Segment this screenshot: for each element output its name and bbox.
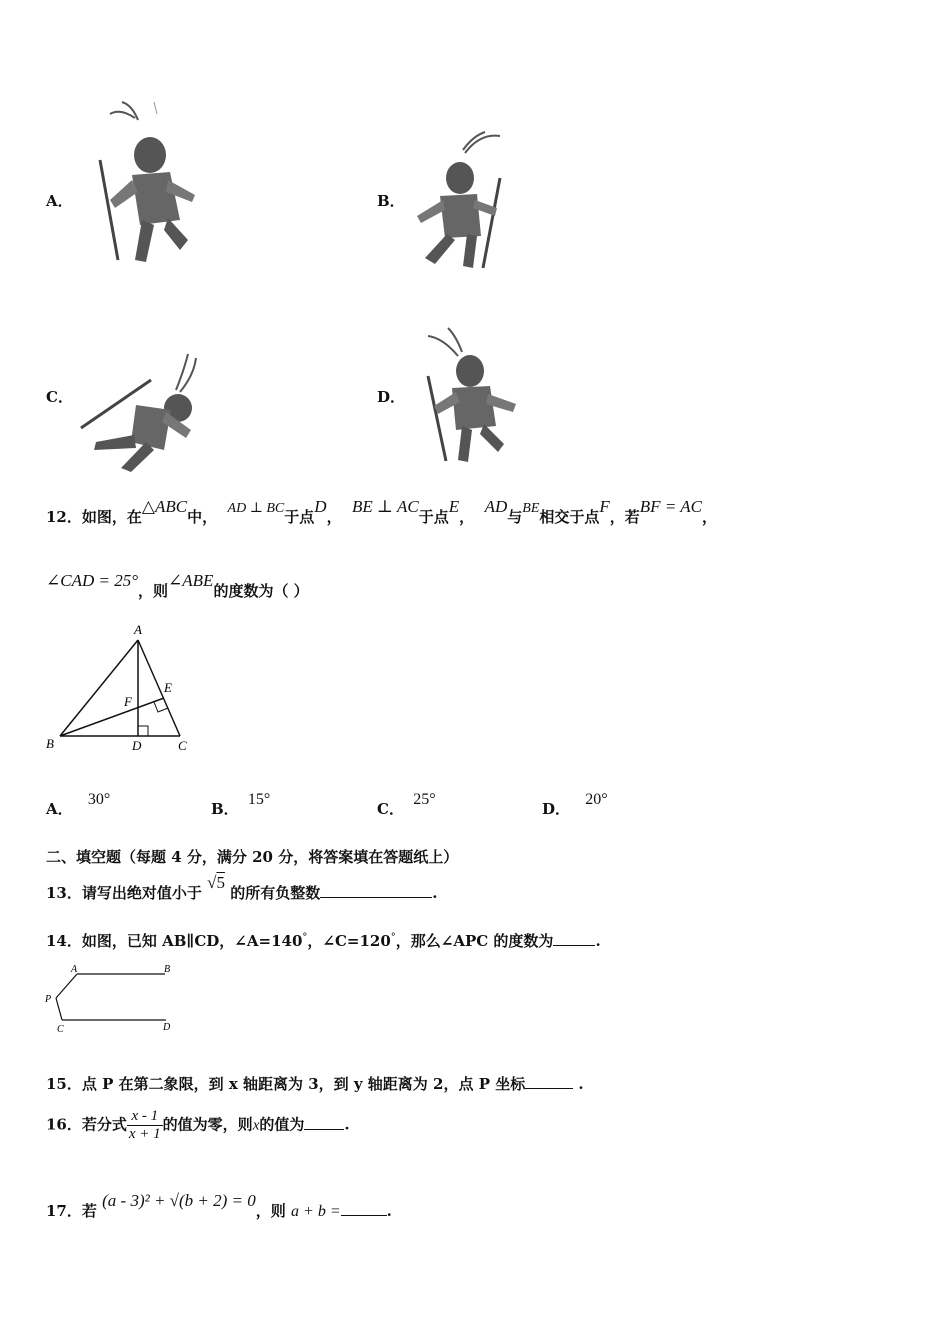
- q12-option-label: A．: [46, 800, 73, 818]
- q12-point-f: F: [599, 497, 610, 516]
- q12-option-b: [211, 791, 271, 819]
- question-12-line-1: [46, 497, 717, 527]
- q14-number: 14．: [46, 932, 82, 950]
- q12-point-d: D: [314, 497, 327, 516]
- q12-option-c: [377, 791, 436, 819]
- question-17: [46, 1191, 392, 1221]
- q16-fraction: [127, 1108, 163, 1143]
- q12-text: ，: [701, 508, 717, 526]
- q14-text: ，∠C=120: [307, 932, 391, 950]
- q12-ad: AD: [484, 497, 508, 516]
- q17-text: 若: [81, 1202, 97, 1220]
- question-13: [46, 873, 438, 903]
- q15-text: 点 P 在第二象限，到 x 轴距离为 3，到 y 轴距离为 2，点 P 坐标: [81, 1075, 526, 1093]
- q16-denominator: x + 1: [128, 1126, 161, 1142]
- q12-text: 与: [507, 508, 523, 526]
- parallel-lines-figure: [40, 960, 180, 1036]
- q12-angle-cad: ∠CAD = 25°: [46, 571, 139, 590]
- triangle-abc-figure: [40, 620, 200, 760]
- q12-option-label: B．: [211, 800, 239, 818]
- q14-degree: °: [390, 932, 396, 943]
- q16-numerator: x - 1: [127, 1108, 163, 1126]
- q17-text: ，则: [255, 1202, 286, 1220]
- question-12-line-2: [46, 571, 309, 601]
- q12-option-value: 15°: [247, 791, 271, 808]
- option-c-label: C．: [46, 388, 73, 406]
- q12-text: ，则: [138, 582, 169, 600]
- q17-number: 17．: [46, 1202, 82, 1220]
- q12-angle-abe: ∠ABE: [168, 571, 214, 590]
- option-d-label: D．: [377, 388, 406, 406]
- q15-answer-blank[interactable]: [525, 1074, 573, 1089]
- question-15: [46, 1073, 584, 1094]
- q12-option-a: [46, 791, 111, 819]
- monkey-king-figure-c: [76, 350, 201, 475]
- monkey-king-figure-d: [418, 326, 523, 466]
- question-16: [46, 1108, 350, 1143]
- q12-text: ，若: [609, 508, 640, 526]
- q12-text: 相交于点: [539, 508, 600, 526]
- q12-text: 于点: [284, 508, 315, 526]
- q17-expression: a + b =: [291, 1203, 341, 1220]
- q12-point-e: E: [448, 497, 460, 516]
- q16-text: 的值为零，则: [162, 1115, 253, 1134]
- q15-number: 15．: [46, 1075, 82, 1093]
- q13-radicand: 5: [216, 873, 225, 892]
- q12-text: 的度数为（ ）: [213, 582, 309, 600]
- q16-text: 若分式: [81, 1115, 127, 1134]
- q12-ad-perp-bc: AD ⊥ BC: [227, 501, 285, 516]
- q13-sqrt: √5: [207, 873, 225, 892]
- q12-option-value: 20°: [585, 791, 608, 808]
- q13-end: .: [432, 884, 438, 902]
- fig12-label-e: E: [164, 680, 172, 695]
- question-14: [46, 930, 601, 951]
- monkey-king-figure-b: [405, 128, 515, 273]
- q12-text: 如图，在: [81, 508, 142, 526]
- monkey-king-figure-a: [80, 100, 205, 270]
- q12-option-d: [542, 791, 608, 819]
- q13-number: 13．: [46, 884, 82, 902]
- q13-text: 请写出绝对值小于: [81, 884, 202, 902]
- q12-option-value: 25°: [413, 791, 436, 808]
- fig14-label-d: D: [163, 1022, 171, 1033]
- q12-text: ，: [459, 508, 475, 526]
- fig12-label-d: D: [132, 738, 142, 753]
- q14-end: .: [595, 932, 601, 950]
- q12-be-perp-ac: BE ⊥ AC: [352, 497, 419, 516]
- fig14-label-b: B: [164, 964, 171, 975]
- fig14-label-c: C: [57, 1024, 64, 1035]
- q14-text: ，那么∠APC 的度数为: [395, 932, 554, 950]
- fig12-label-a: A: [134, 622, 142, 637]
- q16-number: 16．: [46, 1115, 82, 1134]
- q14-text: 如图，已知 AB∥CD，∠A=140: [81, 932, 303, 950]
- fig14-label-p: P: [45, 994, 52, 1005]
- q12-option-value: 30°: [87, 791, 111, 808]
- q13-answer-blank[interactable]: [320, 883, 432, 898]
- fig12-label-b: B: [46, 736, 54, 751]
- q12-text: 中，: [187, 508, 218, 526]
- q17-equation: (a - 3)² + √(b + 2) = 0: [102, 1191, 256, 1210]
- q16-text: 的值为: [259, 1115, 305, 1134]
- section-2-heading: 二、填空题（每题 4 分，满分 20 分，将答案填在答题纸上）: [46, 848, 459, 866]
- option-a-label: A．: [46, 192, 73, 210]
- q14-degree: °: [302, 932, 308, 943]
- q12-triangle: △ABC: [141, 497, 188, 516]
- q17-answer-blank[interactable]: [341, 1201, 387, 1216]
- q12-number: 12．: [46, 508, 82, 526]
- fig12-label-c: C: [178, 738, 187, 753]
- q12-bf-eq-ac: BF = AC: [639, 497, 702, 516]
- q17-end: .: [386, 1202, 392, 1220]
- q16-end: .: [344, 1115, 350, 1134]
- option-b-label: B．: [377, 192, 405, 210]
- q12-be: BE: [522, 501, 540, 516]
- q16-variable-x: x: [252, 1117, 260, 1134]
- q13-text: 的所有负整数: [230, 884, 321, 902]
- q14-answer-blank[interactable]: [553, 931, 595, 946]
- q12-option-label: C．: [377, 800, 404, 818]
- q16-answer-blank[interactable]: [304, 1115, 344, 1130]
- q12-text: 于点: [418, 508, 449, 526]
- q12-text: ，: [326, 508, 342, 526]
- q12-option-label: D．: [542, 800, 571, 818]
- q15-end: .: [573, 1075, 584, 1093]
- fig14-label-a: A: [71, 964, 78, 975]
- fig12-label-f: F: [124, 694, 132, 709]
